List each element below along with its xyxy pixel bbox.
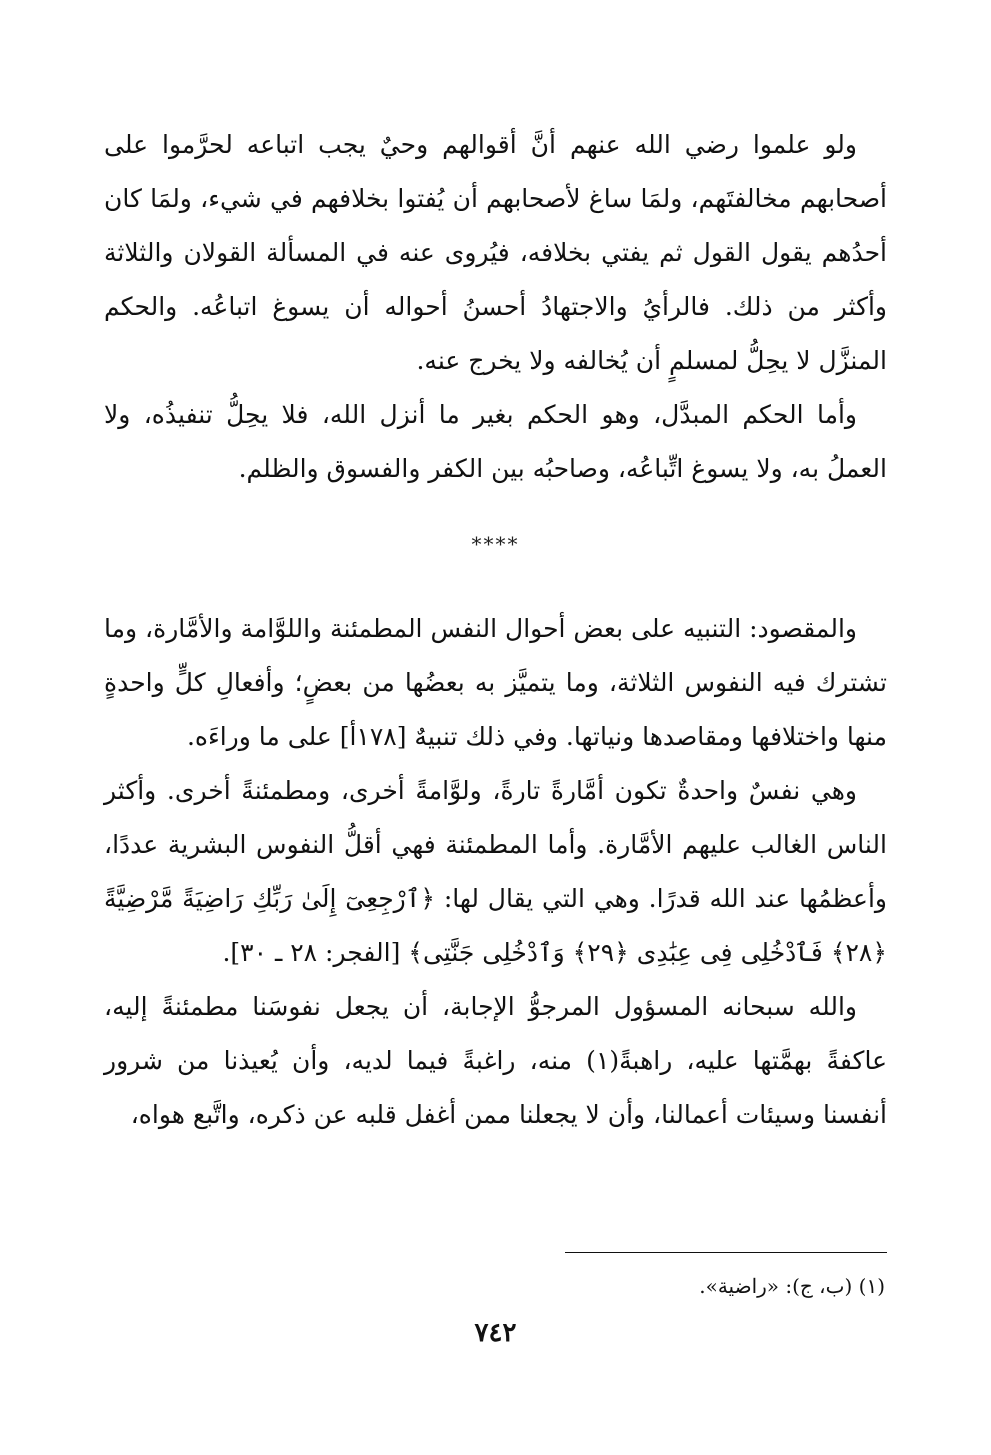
paragraph-1: ولو علموا رضي الله عنهم أنَّ أقوالهم وحيٌ يجب اتباعه لحرَّموا على أصحابهم مخالفتَهم، ولمَا ساغ لأصحابهم أن يُفتوا بخلافهم في شيء، ولمَا كان أحدُهم يقول القول ثم يفتي بخلافه، فيُروى عنه في المسألة القولان والثلاثة وأكثر من ذلك. فالرأيُ والاجتهادُ أحسنُ أحواله أن يسوغ اتباعُه. والحكم المنزَّل لا يحِلُّ لمسلمٍ أن يُخالفه ولا يخرج عنه. <box>104 130 887 375</box>
footnote-divider <box>565 1252 887 1253</box>
section-separator: **** <box>471 532 520 556</box>
lower-text-block <box>104 602 887 1142</box>
footnote-1: (١) (ب، ج): «راضية». <box>699 1274 885 1298</box>
paragraph-4: وهي نفسٌ واحدةٌ تكون أمَّارةً تارةً، ولوَّامةً أخرى، ومطمئنةً أخرى. وأكثر الناس الغالب عليهم الأمَّارة. وأما المطمئنة فهي أقلُّ النفوس البشرية عددًا، وأعظمُها عند الله قدرًا. وهي التي يقال لها: ﴿ٱرْجِعِىٓ إِلَىٰ رَبِّكِ رَاضِيَةً مَّرْضِيَّةً ﴿٢٨﴾ فَٱدْخُلِى فِى عِبَٰدِى ﴿٢٩﴾ وَٱدْخُلِى جَنَّتِى﴾ [الفجر: ٢٨ ـ ٣٠]. <box>104 776 887 967</box>
page-number: ٧٤٢ <box>474 1318 517 1348</box>
paragraph-5: والله سبحانه المسؤول المرجوُّ الإجابة، أن يجعل نفوسَنا مطمئنةً إليه، عاكفةً بهمَّتها عليه، راهبةً(١) منه، راغبةً فيما لديه، وأن يُعيذنا من شرور أنفسنا وسيئات أعمالنا، وأن لا يجعلنا ممن أغفل قلبه عن ذكره، واتَّبع هواه، <box>104 992 887 1129</box>
paragraph-2: وأما الحكم المبدَّل، وهو الحكم بغير ما أنزل الله، فلا يحِلُّ تنفيذُه، ولا العملُ به، ولا يسوغ اتِّباعُه، وصاحبُه بين الكفر والفسوق والظلم. <box>104 400 887 483</box>
upper-text-block <box>104 118 887 496</box>
paragraph-3: والمقصود: التنبيه على بعض أحوال النفس المطمئنة واللوَّامة والأمَّارة، وما تشترك فيه النفوس الثلاثة، وما يتميَّز به بعضُها من بعضٍ؛ وأفعالِ كلٍّ واحدةٍ منها واختلافها ومقاصدها ونياتها. وفي ذلك تنبيهٌ [١٧٨أ] على ما وراءَه. <box>104 614 887 751</box>
